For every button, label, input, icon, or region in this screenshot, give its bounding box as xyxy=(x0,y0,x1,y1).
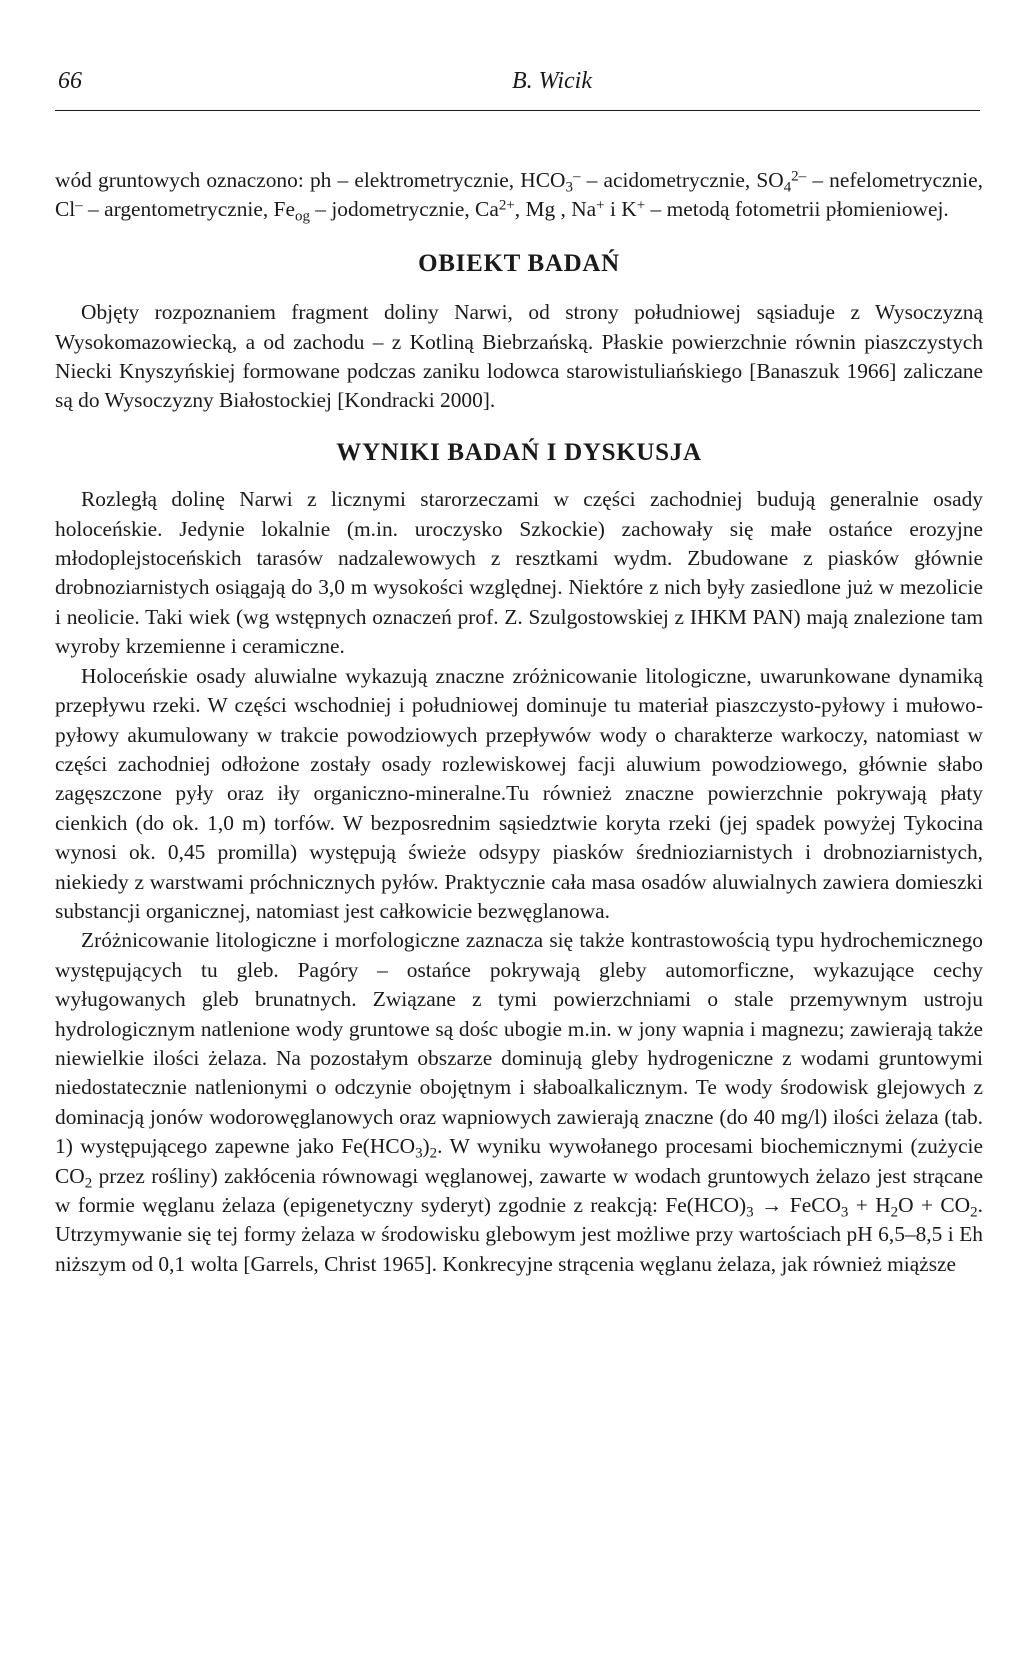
intro-paragraph: wód gruntowych oznaczono: ph – elektrometrycznie, $HCO_3^-$ – acidometrycznie, $SO_4^{2-}$ – nefelometrycznie, Cl– – argentometrycznie, $Fe_{og}$ – jodometrycznie, $Ca^{2+}$, Mg , Na+ i K+ – metodą fotometrii płomieniowej. xyxy=(55,168,983,225)
section-heading-wyniki: WYNIKI BADAŃ I DYSKUSJA xyxy=(336,438,702,466)
article-body xyxy=(55,166,983,1279)
results-paragraph-1: Rozległą dolinę Narwi z licznymi starorzeczami w części zachodniej budują generalnie osady holoceńskie. Jedynie lokalnie (m.in. uroczysko Szkockie) zachowały się małe ostańce erozyjne młodoplejstoceńskich tarasów nadzalewowych z resztkami wydm. Zbudowane z piasków głównie drobnoziarnistych osiągają do 3,0 m wysokości względnej. Niektóre z nich były zasiedlone już w mezolicie i neolicie. Taki wiek (wg wstępnych oznaczeń prof. Z. Szulgostowskiej z IHKM PAN) mają znalezione tam wyroby krzemienne i ceramiczne. xyxy=(55,487,983,659)
section-heading-obiekt: OBIEKT BADAŃ xyxy=(418,249,620,277)
page-number: 66 xyxy=(58,68,82,94)
results-paragraph-3: Zróżnicowanie litologiczne i morfologiczne zaznacza się także kontrastowością typu hydrochemicznego występujących tu gleb. Pagóry – ostańce pokrywają gleby automorficzne, wykazujące cechy wyługowanych gleb brunatnych. Związane z tymi powierzchniami o stale przemywnym ustroju hydrologicznym natlenione wody gruntowe są dośc ubogie m.in. w jony wapnia i magnezu; zawierają także niewielkie ilości żelaza. Na pozostałym obszarze dominują gleby hydrogeniczne z wodami gruntowymi niedostatecznie natlenionymi o odczynie obojętnym i słaboalkalicznym. Te wody środowisk glejowych z dominacją jonów wodorowęglanowych oraz wapniowych zawierają znaczne (do 40 mg/l) ilości żelaza (tab. 1) występującego zapewne jako $Fe(HCO_3)_2$. W wyniku wywołanego procesami biochemicznymi (zużycie $CO_2$ przez rośliny) zakłócenia równowagi węglanowej, zawarte w wodach gruntowych żelazo jest strącane w formie węglanu żelaza (epigenetyczny syderyt) zgodnie z reakcją: $Fe(HCO)_3$ → FeCO$_3$ + $H_2O + CO_2$. Utrzymywanie się tej formy żelaza w środowisku glebowym jest możliwe przy wartościach pH 6,5–8,5 i Eh niższym od 0,1 wolta [Garrels, Christ 1965]. Konkrecyjne strącenia węglanu żelaza, jak również miąższe xyxy=(55,928,983,1276)
header-rule xyxy=(55,110,980,111)
running-header xyxy=(52,62,980,102)
results-paragraph-2: Holoceńskie osady aluwialne wykazują znaczne zróżnicowanie litologiczne, uwarunkowane dynamiką przepływu rzeki. W części wschodniej i południowej dominuje tu materiał piaszczysto-pyłowy i mułowo-pyłowy akumulowany w trakcie powodziowych przepływów wody o charakterze warkoczy, natomiast w części zachodniej odłożone zostały osady rozlewiskowej facji aluwium powodziowego, głównie słabo zagęszczone pyły oraz iły organiczno-mineralne.Tu również znaczne powierzchnie pokrywają płaty cienkich (do ok. 1,0 m) torfów. W bezposrednim sąsiedztwie koryta rzeki (jej spadek powyżej Tykocina wynosi ok. 0,45 promilla) występują świeże odsypy piasków średnioziarnistych i drobnoziarnistych, niekiedy z warstwami próchnicznych pyłów. Praktycznie cała masa osadów aluwialnych zawiera domieszki substancji organicznej, natomiast jest całkowicie bezwęglanowa. xyxy=(55,663,983,923)
section-paragraph: Objęty rozpoznaniem fragment doliny Narwi, od strony południowej sąsiaduje z Wysoczyzną Wysokomazowiecką, a od zachodu – z Kotliną Biebrzańską. Płaskie powierzchnie równin piaszczystych Niecki Knyszyńskiej formowane podczas zaniku lodowca starowistuliańskiego [Banaszuk 1966] zaliczane są do Wysoczyzny Białostockiej [Kondracki 2000]. xyxy=(55,300,983,413)
running-head-author: B. Wicik xyxy=(512,68,592,94)
